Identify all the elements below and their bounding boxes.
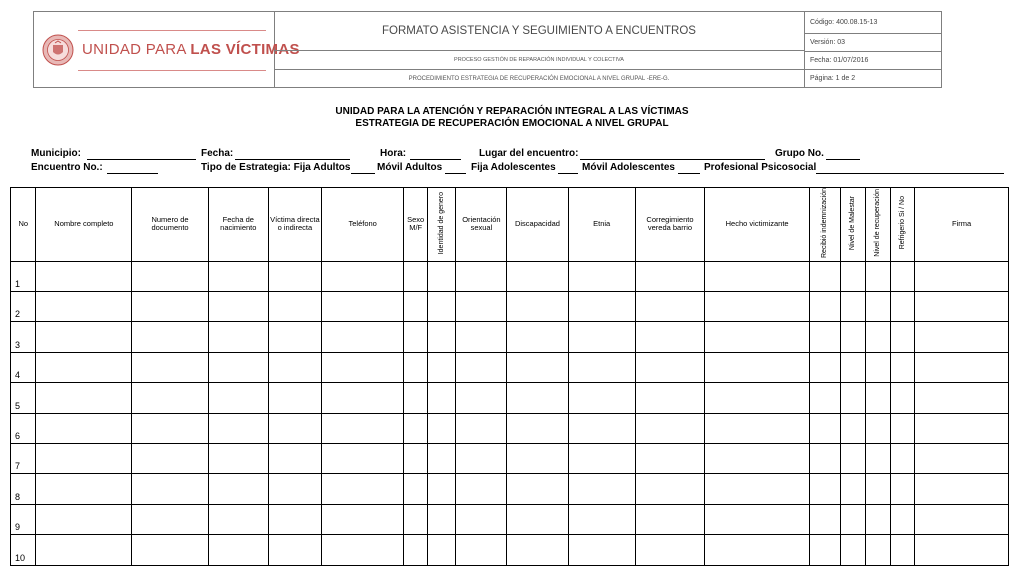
lugar-label: Lugar del encuentro: xyxy=(479,148,579,159)
table-cell[interactable] xyxy=(635,504,704,534)
table-cell[interactable] xyxy=(208,504,268,534)
table-cell[interactable] xyxy=(132,352,208,382)
table-cell[interactable] xyxy=(208,474,268,504)
table-cell[interactable] xyxy=(507,292,568,322)
header-meta-cell xyxy=(804,12,941,87)
table-cell[interactable] xyxy=(427,322,456,352)
table-cell[interactable] xyxy=(890,413,914,443)
table-cell[interactable] xyxy=(404,413,427,443)
table-cell[interactable] xyxy=(840,474,865,504)
table-cell[interactable] xyxy=(915,535,1009,565)
table-row xyxy=(11,352,1009,382)
table-cell[interactable] xyxy=(132,474,208,504)
table-cell[interactable] xyxy=(568,292,635,322)
doc-code: Código: 400.08.15-13 xyxy=(804,12,941,34)
table-row xyxy=(11,444,1009,474)
table-cell[interactable] xyxy=(890,292,914,322)
table-cell[interactable] xyxy=(507,322,568,352)
table-cell[interactable] xyxy=(890,261,914,291)
col-orientacion: Orientación sexual xyxy=(456,188,507,262)
table-cell[interactable] xyxy=(208,322,268,352)
table-cell[interactable] xyxy=(705,352,810,382)
table-cell[interactable] xyxy=(568,352,635,382)
table-cell[interactable] xyxy=(840,292,865,322)
table-cell[interactable] xyxy=(866,292,890,322)
table-cell[interactable] xyxy=(208,413,268,443)
table-cell[interactable] xyxy=(132,383,208,413)
col-no: No xyxy=(11,188,36,262)
table-cell[interactable] xyxy=(36,413,132,443)
table-cell[interactable] xyxy=(810,504,841,534)
table-cell[interactable] xyxy=(507,444,568,474)
procedure-name: PROCEDIMIENTO ESTRATEGIA DE RECUPERACIÓN EMOCIONAL A NIVEL GRUPAL -ERE-G. xyxy=(408,76,670,82)
table-cell[interactable] xyxy=(36,383,132,413)
table-cell[interactable] xyxy=(840,413,865,443)
encuentro-label: Encuentro No.: xyxy=(31,162,103,173)
table-row xyxy=(11,474,1009,504)
table-cell[interactable] xyxy=(404,474,427,504)
table-cell[interactable] xyxy=(890,474,914,504)
table-cell[interactable] xyxy=(321,322,404,352)
table-cell[interactable] xyxy=(456,322,507,352)
table-cell[interactable] xyxy=(404,352,427,382)
logo-rule-top xyxy=(78,30,266,31)
table-cell[interactable] xyxy=(36,474,132,504)
table-cell[interactable] xyxy=(890,352,914,382)
table-cell[interactable] xyxy=(810,261,841,291)
row-number: 7 xyxy=(11,444,36,474)
table-cell[interactable] xyxy=(36,352,132,382)
table-cell[interactable] xyxy=(810,413,841,443)
table-cell[interactable] xyxy=(321,292,404,322)
table-cell[interactable] xyxy=(208,444,268,474)
table-cell[interactable] xyxy=(456,413,507,443)
format-title: FORMATO ASISTENCIA Y SEGUIMIENTO A ENCUENTROS xyxy=(274,12,804,51)
table-cell[interactable] xyxy=(705,322,810,352)
table-cell[interactable] xyxy=(915,444,1009,474)
table-cell[interactable] xyxy=(840,383,865,413)
logo-text xyxy=(82,41,300,58)
table-cell[interactable] xyxy=(840,444,865,474)
table-cell[interactable] xyxy=(890,444,914,474)
table-cell[interactable] xyxy=(507,474,568,504)
table-cell[interactable] xyxy=(915,383,1009,413)
col-indemnizacion-label: Recibió indemnización xyxy=(821,188,829,259)
doc-page: Página: 1 de 2 xyxy=(810,75,856,82)
table-cell[interactable] xyxy=(36,535,132,565)
table-cell[interactable] xyxy=(132,535,208,565)
table-cell[interactable] xyxy=(810,352,841,382)
table-cell[interactable] xyxy=(427,413,456,443)
fija-adultos-field[interactable] xyxy=(351,173,375,174)
fija-adolescentes-field[interactable] xyxy=(558,173,578,174)
table-cell[interactable] xyxy=(427,352,456,382)
table-cell[interactable] xyxy=(427,292,456,322)
table-cell[interactable] xyxy=(810,535,841,565)
table-row xyxy=(11,383,1009,413)
tipo-estrategia-label: Tipo de Estrategia: Fija Adultos xyxy=(201,162,351,173)
logo-text-bold: LAS VÍCTIMAS xyxy=(190,41,300,58)
table-cell[interactable] xyxy=(866,322,890,352)
grupo-label: Grupo No. xyxy=(775,148,824,159)
table-cell[interactable] xyxy=(507,535,568,565)
table-cell[interactable] xyxy=(568,504,635,534)
col-refrigerio-label: Refrigerio Si / No xyxy=(898,196,906,250)
col-sexo: Sexo M/F xyxy=(404,188,427,262)
table-cell[interactable] xyxy=(635,322,704,352)
movil-adolescentes-field[interactable] xyxy=(678,173,700,174)
table-cell[interactable] xyxy=(427,261,456,291)
table-cell[interactable] xyxy=(507,413,568,443)
table-cell[interactable] xyxy=(321,261,404,291)
table-cell[interactable] xyxy=(36,261,132,291)
table-cell[interactable] xyxy=(810,383,841,413)
col-identidad-genero-label: Identidad de genero xyxy=(437,191,445,255)
logo-rule-bottom xyxy=(78,70,266,71)
table-cell[interactable] xyxy=(456,352,507,382)
table-cell[interactable] xyxy=(635,444,704,474)
table-cell[interactable] xyxy=(427,474,456,504)
table-cell[interactable] xyxy=(705,383,810,413)
document-header xyxy=(33,11,942,88)
table-cell[interactable] xyxy=(840,261,865,291)
table-cell[interactable] xyxy=(705,535,810,565)
col-nombre: Nombre completo xyxy=(36,188,132,262)
row-number: 9 xyxy=(11,504,36,534)
table-cell[interactable] xyxy=(268,352,321,382)
col-fecha-nacimiento: Fecha de nacimiento xyxy=(208,188,268,262)
table-cell[interactable] xyxy=(404,504,427,534)
table-cell[interactable] xyxy=(840,504,865,534)
grupo-field[interactable] xyxy=(826,159,860,160)
table-cell[interactable] xyxy=(404,444,427,474)
col-malestar-label: Nivel de Malestar xyxy=(849,195,857,251)
table-cell[interactable] xyxy=(404,292,427,322)
table-cell[interactable] xyxy=(507,261,568,291)
table-cell[interactable] xyxy=(507,504,568,534)
row-number: 1 xyxy=(11,261,36,291)
table-cell[interactable] xyxy=(840,352,865,382)
process-name: PROCESO GESTIÓN DE REPARACIÓN INDIVIDUAL Y COLECTIVA xyxy=(274,51,804,70)
col-hecho: Hecho victimizante xyxy=(705,188,810,262)
hora-field[interactable] xyxy=(410,159,461,160)
table-cell[interactable] xyxy=(427,535,456,565)
table-cell[interactable] xyxy=(890,535,914,565)
table-cell[interactable] xyxy=(890,504,914,534)
table-cell[interactable] xyxy=(507,352,568,382)
table-cell[interactable] xyxy=(36,504,132,534)
logo-text-normal: UNIDAD PARA xyxy=(82,41,191,58)
table-cell[interactable] xyxy=(705,444,810,474)
table-cell[interactable] xyxy=(132,322,208,352)
table-cell[interactable] xyxy=(866,504,890,534)
table-cell[interactable] xyxy=(866,261,890,291)
table-cell[interactable] xyxy=(268,474,321,504)
table-cell[interactable] xyxy=(635,292,704,322)
col-firma: Firma xyxy=(915,188,1009,262)
col-recuperacion xyxy=(866,188,890,262)
doc-date: Fecha: 01/07/2016 xyxy=(804,52,941,70)
table-cell[interactable] xyxy=(321,352,404,382)
table-cell[interactable] xyxy=(404,261,427,291)
table-cell[interactable] xyxy=(427,444,456,474)
table-cell[interactable] xyxy=(705,504,810,534)
attendance-table xyxy=(10,187,1009,566)
table-cell[interactable] xyxy=(268,444,321,474)
table-cell[interactable] xyxy=(568,444,635,474)
table-cell[interactable] xyxy=(268,535,321,565)
col-identidad-genero xyxy=(427,188,456,262)
col-malestar xyxy=(840,188,865,262)
col-refrigerio xyxy=(890,188,914,262)
row-number: 4 xyxy=(11,352,36,382)
doc-version: Versión: 03 xyxy=(804,34,941,52)
table-cell[interactable] xyxy=(208,383,268,413)
table-cell[interactable] xyxy=(507,383,568,413)
table-cell[interactable] xyxy=(456,383,507,413)
table-cell[interactable] xyxy=(208,535,268,565)
table-cell[interactable] xyxy=(404,383,427,413)
table-row xyxy=(11,535,1009,565)
table-cell[interactable] xyxy=(915,504,1009,534)
row-number: 8 xyxy=(11,474,36,504)
table-cell[interactable] xyxy=(321,413,404,443)
col-corregimiento: Corregimiento vereda barrio xyxy=(635,188,704,262)
table-cell[interactable] xyxy=(866,444,890,474)
table-cell[interactable] xyxy=(404,535,427,565)
col-indemnizacion xyxy=(810,188,841,262)
table-cell[interactable] xyxy=(915,474,1009,504)
table-cell[interactable] xyxy=(268,504,321,534)
table-cell[interactable] xyxy=(866,413,890,443)
table-cell[interactable] xyxy=(840,322,865,352)
table-cell[interactable] xyxy=(568,413,635,443)
col-telefono: Teléfono xyxy=(321,188,404,262)
table-cell[interactable] xyxy=(866,383,890,413)
fija-adolescentes-label: Fija Adolescentes xyxy=(471,162,556,173)
fecha-label: Fecha: xyxy=(201,148,234,159)
col-documento: Numero de documento xyxy=(132,188,208,262)
table-cell[interactable] xyxy=(456,444,507,474)
table-cell[interactable] xyxy=(568,535,635,565)
movil-adultos-field[interactable] xyxy=(445,173,466,174)
table-cell[interactable] xyxy=(890,383,914,413)
table-cell[interactable] xyxy=(915,413,1009,443)
table-cell[interactable] xyxy=(810,292,841,322)
table-cell[interactable] xyxy=(915,352,1009,382)
table-cell[interactable] xyxy=(268,292,321,322)
row-number: 3 xyxy=(11,322,36,352)
table-cell[interactable] xyxy=(268,322,321,352)
table-cell[interactable] xyxy=(132,444,208,474)
table-cell[interactable] xyxy=(705,292,810,322)
table-cell[interactable] xyxy=(456,504,507,534)
table-row xyxy=(11,292,1009,322)
table-cell[interactable] xyxy=(427,383,456,413)
lugar-field[interactable] xyxy=(580,159,765,160)
encuentro-field[interactable] xyxy=(107,173,158,174)
table-cell[interactable] xyxy=(321,504,404,534)
table-header-row xyxy=(11,188,1009,262)
table-cell[interactable] xyxy=(268,383,321,413)
municipio-label: Municipio: xyxy=(31,148,81,159)
table-cell[interactable] xyxy=(321,474,404,504)
table-cell[interactable] xyxy=(456,292,507,322)
table-cell[interactable] xyxy=(635,474,704,504)
table-cell[interactable] xyxy=(568,261,635,291)
col-etnia: Etnia xyxy=(568,188,635,262)
table-cell[interactable] xyxy=(635,413,704,443)
table-cell[interactable] xyxy=(132,261,208,291)
table-cell[interactable] xyxy=(840,535,865,565)
table-cell[interactable] xyxy=(456,535,507,565)
table-cell[interactable] xyxy=(705,474,810,504)
col-discapacidad: Discapacidad xyxy=(507,188,568,262)
logo-cell xyxy=(34,12,300,87)
table-cell[interactable] xyxy=(208,292,268,322)
main-title: UNIDAD PARA LA ATENCIÓN Y REPARACIÓN INTEGRAL A LAS VÍCTIMAS xyxy=(335,106,689,117)
table-cell[interactable] xyxy=(568,322,635,352)
table-cell[interactable] xyxy=(568,474,635,504)
table-body xyxy=(11,261,1009,565)
table-cell[interactable] xyxy=(321,535,404,565)
row-number: 2 xyxy=(11,292,36,322)
table-cell[interactable] xyxy=(705,413,810,443)
table-cell[interactable] xyxy=(915,292,1009,322)
movil-adultos-label: Móvil Adultos xyxy=(377,162,443,173)
table-cell[interactable] xyxy=(208,261,268,291)
table-cell[interactable] xyxy=(132,413,208,443)
table-cell[interactable] xyxy=(890,322,914,352)
table-cell[interactable] xyxy=(456,474,507,504)
table-cell[interactable] xyxy=(268,261,321,291)
table-cell[interactable] xyxy=(915,261,1009,291)
table-cell[interactable] xyxy=(321,444,404,474)
table-cell[interactable] xyxy=(635,261,704,291)
table-cell[interactable] xyxy=(568,383,635,413)
col-victima: Víctima directa o indirecta xyxy=(268,188,321,262)
table-cell[interactable] xyxy=(208,352,268,382)
table-cell[interactable] xyxy=(810,444,841,474)
fecha-field[interactable] xyxy=(235,159,350,160)
table-row xyxy=(11,322,1009,352)
table-cell[interactable] xyxy=(456,261,507,291)
table-row xyxy=(11,261,1009,291)
row-number: 10 xyxy=(11,535,36,565)
table-cell[interactable] xyxy=(132,292,208,322)
movil-adolescentes-label: Móvil Adolescentes xyxy=(582,162,675,173)
row-number: 6 xyxy=(11,413,36,443)
table-cell[interactable] xyxy=(132,504,208,534)
table-cell[interactable] xyxy=(705,261,810,291)
municipio-field[interactable] xyxy=(87,159,196,160)
col-recuperacion-label: Nivel de recuperación xyxy=(874,189,882,257)
hora-label: Hora: xyxy=(380,148,407,159)
table-cell[interactable] xyxy=(635,383,704,413)
table-cell[interactable] xyxy=(635,535,704,565)
logo xyxy=(38,34,300,68)
sub-title: ESTRATEGIA DE RECUPERACIÓN EMOCIONAL A NIVEL GRUPAL xyxy=(355,118,669,129)
table-cell[interactable] xyxy=(427,504,456,534)
header-title-cell xyxy=(274,12,805,87)
table-cell[interactable] xyxy=(36,444,132,474)
table-cell[interactable] xyxy=(36,292,132,322)
table-cell[interactable] xyxy=(404,322,427,352)
table-cell[interactable] xyxy=(866,474,890,504)
table-cell[interactable] xyxy=(866,352,890,382)
table-cell[interactable] xyxy=(36,322,132,352)
profesional-field[interactable] xyxy=(816,173,1004,174)
table-cell[interactable] xyxy=(915,322,1009,352)
profesional-label: Profesional Psicosocial xyxy=(704,162,817,173)
table-cell[interactable] xyxy=(810,322,841,352)
table-cell[interactable] xyxy=(635,352,704,382)
table-cell[interactable] xyxy=(866,535,890,565)
row-number: 5 xyxy=(11,383,36,413)
table-cell[interactable] xyxy=(268,413,321,443)
table-row xyxy=(11,504,1009,534)
coat-of-arms-icon xyxy=(42,34,74,66)
table-cell[interactable] xyxy=(321,383,404,413)
table-cell[interactable] xyxy=(810,474,841,504)
table-row xyxy=(11,413,1009,443)
